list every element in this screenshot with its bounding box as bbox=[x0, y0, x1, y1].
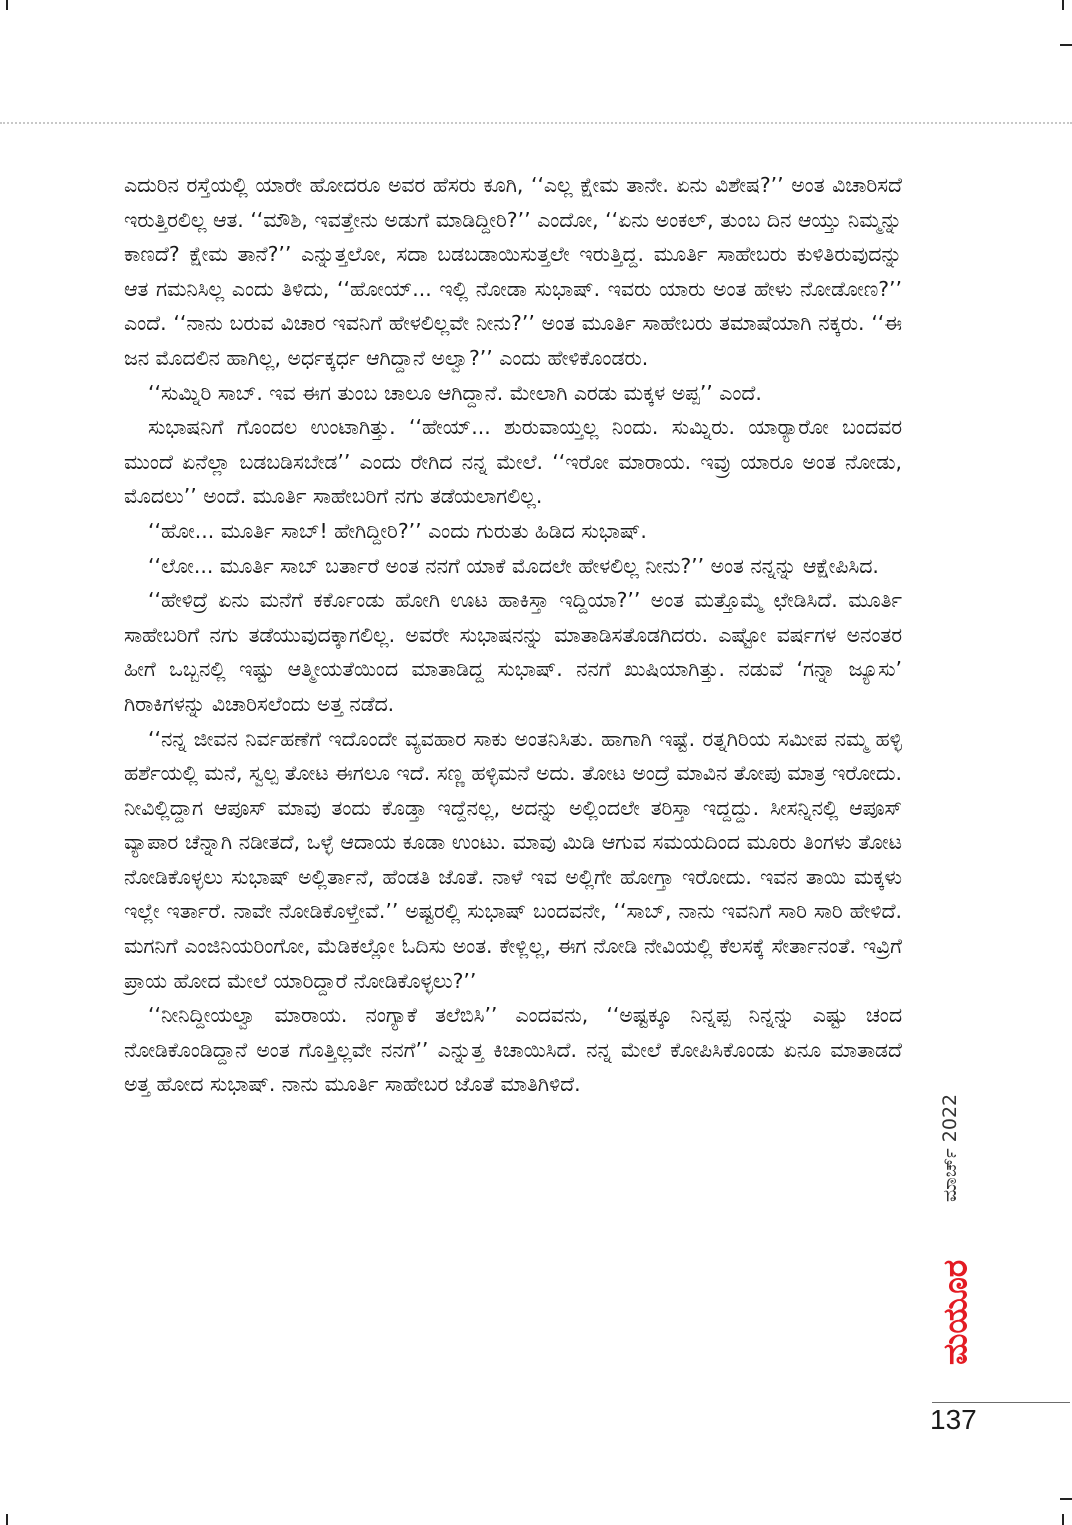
article-body bbox=[124, 168, 902, 1102]
crop-mark-right-lower bbox=[1060, 1498, 1072, 1500]
magazine-logo: ಮಯೂರ bbox=[935, 1259, 975, 1365]
issue-marker bbox=[934, 1070, 982, 1400]
paragraph: ಎದುರಿನ ರಸ್ತೆಯಲ್ಲಿ ಯಾರೇ ಹೋದರೂ ಅವರ ಹೆಸರು ಕೂಗಿ, ‘‘ಎಲ್ಲ ಕ್ಷೇಮ ತಾನೇ. ಏನು ವಿಶೇಷ?’’ ಅಂತ ವಿಚಾರಿಸದೆ ಇರುತ್ತಿರಲಿಲ್ಲ ಆತ. ‘‘ಮೌಶಿ, ಇವತ್ತೇನು ಅಡುಗೆ ಮಾಡಿದ್ದೀರಿ?’’ ಎಂದೋ, ‘‘ಏನು ಅಂಕಲ್, ತುಂಬ ದಿನ ಆಯ್ತು ನಿಮ್ಮನ್ನು ಕಾಣದೆ? ಕ್ಷೇಮ ತಾನೆ?’’ ಎನ್ನುತ್ತಲೋ, ಸದಾ ಬಡಬಡಾಯಿಸುತ್ತಲೇ ಇರುತ್ತಿದ್ದ. ಮೂರ್ತಿ ಸಾಹೇಬರು ಕುಳಿತಿರುವುದನ್ನು ಆತ ಗಮನಿಸಿಲ್ಲ ಎಂದು ತಿಳಿದು, ‘‘ಹೋಯ್... ಇಲ್ಲಿ ನೋಡಾ ಸುಭಾಷ್. ಇವರು ಯಾರು ಅಂತ ಹೇಳು ನೋಡೋಣ?’’ ಎಂದೆ. ‘‘ನಾನು ಬರುವ ವಿಚಾರ ಇವನಿಗೆ ಹೇಳಲಿಲ್ಲವೇ ನೀನು?’’ ಅಂತ ಮೂರ್ತಿ ಸಾಹೇಬರು ತಮಾಷೆಯಾಗಿ ನಕ್ಕರು. ‘‘ಈ ಜನ ಮೊದಲಿನ ಹಾಗಿಲ್ಲ, ಅರ್ಧಕ್ಕರ್ಧ ಆಗಿದ್ದಾನೆ ಅಲ್ವಾ?’’ ಎಂದು ಹೇಳಿಕೊಂಡರು. bbox=[124, 173, 902, 370]
issue-date: ಮಾರ್ಚ್ 2022 bbox=[939, 1093, 961, 1202]
paragraph: ‘‘ಸುಮ್ನಿರಿ ಸಾಬ್. ಇವ ಈಗ ತುಂಬ ಚಾಲೂ ಆಗಿದ್ದಾನೆ. ಮೇಲಾಗಿ ಎರಡು ಮಕ್ಕಳ ಅಪ್ಪ’’ ಎಂದೆ. bbox=[148, 380, 762, 405]
page-number: 137 bbox=[930, 1404, 977, 1435]
crop-mark-bottom-left bbox=[6, 1514, 8, 1525]
crop-mark-top-left bbox=[6, 0, 8, 10]
crop-mark-bottom-right bbox=[1062, 1514, 1064, 1525]
paragraph: ‘‘ಲೋ... ಮೂರ್ತಿ ಸಾಬ್ ಬರ್ತಾರೆ ಅಂತ ನನಗೆ ಯಾಕೆ ಮೊದಲೇ ಹೇಳಲಿಲ್ಲ ನೀನು?’’ ಅಂತ ನನ್ನನ್ನು ಆಕ್ಷೇಪಿಸಿದ. bbox=[148, 553, 879, 578]
paragraph: ‘‘ನನ್ನ ಜೀವನ ನಿರ್ವಹಣೆಗೆ ಇದೊಂದೇ ವ್ಯವಹಾರ ಸಾಕು ಅಂತನಿಸಿತು. ಹಾಗಾಗಿ ಇಷ್ಟೆ. ರತ್ನಗಿರಿಯ ಸಮೀಪ ನಮ್ಮ ಹಳ್ಳಿ ಹರ್ಶೆಯಲ್ಲಿ ಮನೆ, ಸ್ವಲ್ಪ ತೋಟ ಈಗಲೂ ಇದೆ. ಸಣ್ಣ ಹಳ್ಳಿಮನೆ ಅದು. ತೋಟ ಅಂದ್ರೆ ಮಾವಿನ ತೋಪು ಮಾತ್ರ ಇರೋದು. ನೀವಿಲ್ಲಿದ್ದಾಗ ಆಪೂಸ್ ಮಾವು ತಂದು ಕೊಡ್ತಾ ಇದ್ದೆನಲ್ಲ, ಅದನ್ನು ಅಲ್ಲಿಂದಲೇ ತರಿಸ್ತಾ ಇದ್ದದ್ದು. ಸೀಸನ್ನಿನಲ್ಲಿ ಆಪೂಸ್ ವ್ಯಾಪಾರ ಚೆನ್ನಾಗಿ ನಡೀತದೆ, ಒಳ್ಳೆ ಆದಾಯ ಕೂಡಾ ಉಂಟು. ಮಾವು ಮಿಡಿ ಆಗುವ ಸಮಯದಿಂದ ಮೂರು ತಿಂಗಳು ತೋಟ ನೋಡಿಕೊಳ್ಳಲು ಸುಭಾಷ್ ಅಲ್ಲಿರ್ತಾನೆ, ಹೆಂಡತಿ ಜೊತೆ. ನಾಳೆ ಇವ ಅಲ್ಲಿಗೇ ಹೋಗ್ತಾ ಇರೋದು. ಇವನ ತಾಯಿ ಮಕ್ಕಳು ಇಲ್ಲೇ ಇರ್ತಾರೆ. ನಾವೇ ನೋಡಿಕೊಳ್ತೇವೆ.’’ ಅಷ್ಟರಲ್ಲಿ ಸುಭಾಷ್ ಬಂದವನೇ, ‘‘ಸಾಬ್, ನಾನು ಇವನಿಗೆ ಸಾರಿ ಸಾರಿ ಹೇಳಿದೆ. ಮಗನಿಗೆ ಎಂಜಿನಿಯರಿಂಗೋ, ಮೆಡಿಕಲ್ಲೋ ಓದಿಸು ಅಂತ. ಕೇಳ್ಲಿಲ್ಲ, ಈಗ ನೋಡಿ ನೇವಿಯಲ್ಲಿ ಕೆಲಸಕ್ಕೆ ಸೇರ್ತಾನಂತೆ. ಇವ್ರಿಗೆ ಪ್ರಾಯ ಹೋದ ಮೇಲೆ ಯಾರಿದ್ದಾರೆ ನೋಡಿಕೊಳ್ಳಲು?’’ bbox=[124, 726, 902, 993]
header-dotted-rule bbox=[0, 122, 1072, 124]
crop-mark-top-right bbox=[1062, 0, 1064, 10]
paragraph: ‘‘ಹೇಳಿದ್ರೆ ಏನು ಮನೆಗೆ ಕರ್ಕೊಂಡು ಹೋಗಿ ಊಟ ಹಾಕಿಸ್ತಾ ಇದ್ದಿಯಾ?’’ ಅಂತ ಮತ್ತೊಮ್ಮೆ ಛೇಡಿಸಿದೆ. ಮೂರ್ತಿ ಸಾಹೇಬರಿಗೆ ನಗು ತಡೆಯುವುದಕ್ಕಾಗಲಿಲ್ಲ. ಅವರೇ ಸುಭಾಷನನ್ನು ಮಾತಾಡಿಸತೊಡಗಿದರು. ಎಷ್ಟೋ ವರ್ಷಗಳ ಅನಂತರ ಹೀಗೆ ಒಬ್ಬನಲ್ಲಿ ಇಷ್ಟು ಆತ್ಮೀಯತೆಯಿಂದ ಮಾತಾಡಿದ್ದ ಸುಭಾಷ್. ನನಗೆ ಖುಷಿಯಾಗಿತ್ತು. ನಡುವೆ ‘ಗನ್ನಾ ಜ್ಯೂಸು’ ಗಿರಾಕಿಗಳನ್ನು ವಿಚಾರಿಸಲೆಂದು ಅತ್ತ ನಡೆದ. bbox=[124, 588, 902, 716]
paragraph: ‘‘ಹೋ... ಮೂರ್ತಿ ಸಾಬ್! ಹೇಗಿದ್ದೀರಿ?’’ ಎಂದು ಗುರುತು ಹಿಡಿದ ಸುಭಾಷ್. bbox=[148, 518, 647, 543]
folio-rule bbox=[932, 1402, 1070, 1403]
crop-mark-right-upper bbox=[1060, 44, 1072, 46]
paragraph: ‘‘ನೀನಿದ್ದೀಯಲ್ವಾ ಮಾರಾಯ. ನಂಗ್ಯಾಕೆ ತಲೆಬಿಸಿ’’ ಎಂದವನು, ‘‘ಅಷ್ಟಕ್ಕೂ ನಿನ್ನಪ್ಪ ನಿನ್ನನ್ನು ಎಷ್ಟು ಚಂದ ನೋಡಿಕೊಂಡಿದ್ದಾನೆ ಅಂತ ಗೊತ್ತಿಲ್ಲವೇ ನನಗೆ’’ ಎನ್ನುತ್ತ ಕಿಚಾಯಿಸಿದೆ. ನನ್ನ ಮೇಲೆ ಕೋಪಿಸಿಕೊಂಡು ಏನೂ ಮಾತಾಡದೆ ಅತ್ತ ಹೋದ ಸುಭಾಷ್. ನಾನು ಮೂರ್ತಿ ಸಾಹೇಬರ ಜೊತೆ ಮಾತಿಗಿಳಿದೆ. bbox=[124, 1003, 902, 1097]
paragraph: ಸುಭಾಷನಿಗೆ ಗೊಂದಲ ಉಂಟಾಗಿತ್ತು. ‘‘ಹೇಯ್... ಶುರುವಾಯ್ತಲ್ಲ ನಿಂದು. ಸುಮ್ನಿರು. ಯಾರ್‍ಯಾರೋ ಬಂದವರ ಮುಂದೆ ಏನೆಲ್ಲಾ ಬಡಬಡಿಸಬೇಡ’’ ಎಂದು ರೇಗಿದ ನನ್ನ ಮೇಲೆ. ‘‘ಇರೋ ಮಾರಾಯ. ಇವ್ರು ಯಾರೂ ಅಂತ ನೋಡು, ಮೊದಲು’’ ಅಂದೆ. ಮೂರ್ತಿ ಸಾಹೇಬರಿಗೆ ನಗು ತಡೆಯಲಾಗಲಿಲ್ಲ. bbox=[124, 415, 902, 509]
